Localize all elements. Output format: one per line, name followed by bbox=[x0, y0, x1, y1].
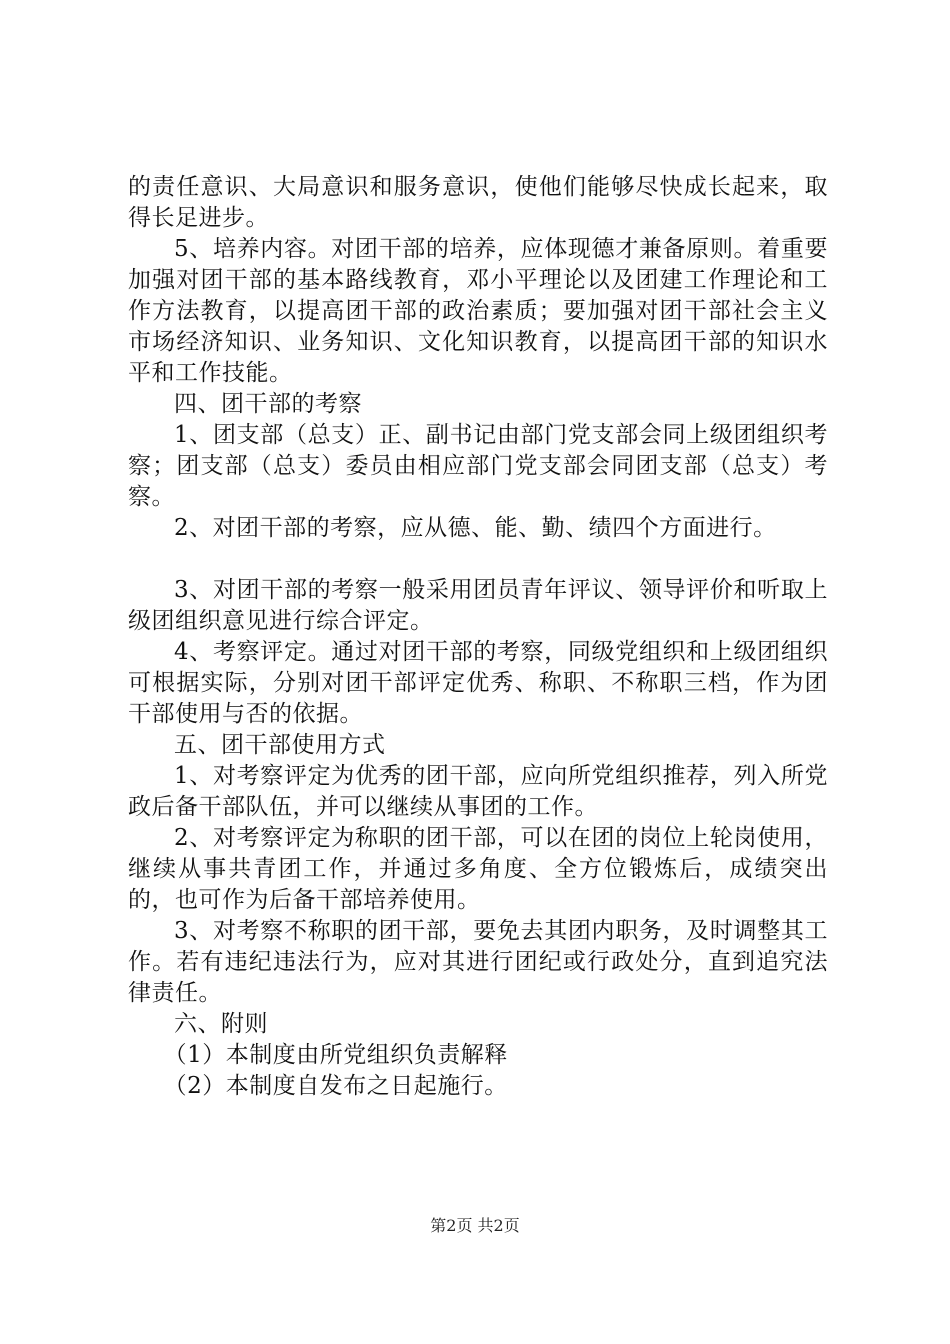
section-heading-evaluation: 四、团干部的考察 bbox=[174, 391, 362, 417]
section-heading-usage: 五、团干部使用方式 bbox=[174, 732, 386, 758]
paragraph-evaluation-1: 1、团支部（总支）正、副书记由部门党支部会同上级团组织考察；团支部（总支）委员由相应部门党支部会同团支部（总支）考察。 bbox=[128, 422, 828, 510]
appendix-item-1: （1）本制度由所党组织负责解释 bbox=[163, 1042, 508, 1068]
paragraph-evaluation-3: 3、对团干部的考察一般采用团员青年评议、领导评价和听取上级团组织意见进行综合评定。 bbox=[128, 577, 828, 634]
document-body bbox=[128, 172, 828, 1102]
paragraph-usage-2: 2、对考察评定为称职的团干部，可以在团的岗位上轮岗使用，继续从事共青团工作，并通过多角度、全方位锻炼后，成绩突出的，也可作为后备干部培养使用。 bbox=[128, 825, 828, 913]
paragraph-evaluation-4: 4、考察评定。通过对团干部的考察，同级党组织和上级团组织可根据实际，分别对团干部评定优秀、称职、不称职三档，作为团干部使用与否的依据。 bbox=[128, 639, 828, 727]
appendix-item-2: （2）本制度自发布之日起施行。 bbox=[163, 1073, 508, 1099]
paragraph-continuation: 的责任意识、大局意识和服务意识，使他们能够尽快成长起来，取得长足进步。 bbox=[128, 174, 828, 231]
paragraph-training-content: 5、培养内容。对团干部的培养，应体现德才兼备原则。着重要加强对团干部的基本路线教育，邓小平理论以及团建工作理论和工作方法教育，以提高团干部的政治素质；要加强对团干部社会主义市场经济知识、业务知识、文化知识教育，以提高团干部的知识水平和工作技能。 bbox=[128, 236, 828, 386]
section-heading-appendix: 六、附则 bbox=[174, 1011, 268, 1037]
paragraph-evaluation-2: 2、对团干部的考察，应从德、能、勤、绩四个方面进行。 bbox=[174, 515, 777, 541]
page-footer: 第2页 共2页 bbox=[430, 1216, 520, 1235]
paragraph-usage-3: 3、对考察不称职的团干部，要免去其团内职务，及时调整其工作。若有违纪违法行为，应对其进行团纪或行政处分，直到追究法律责任。 bbox=[128, 918, 828, 1006]
paragraph-usage-1: 1、对考察评定为优秀的团干部，应向所党组织推荐，列入所党政后备干部队伍，并可以继续从事团的工作。 bbox=[128, 763, 828, 820]
